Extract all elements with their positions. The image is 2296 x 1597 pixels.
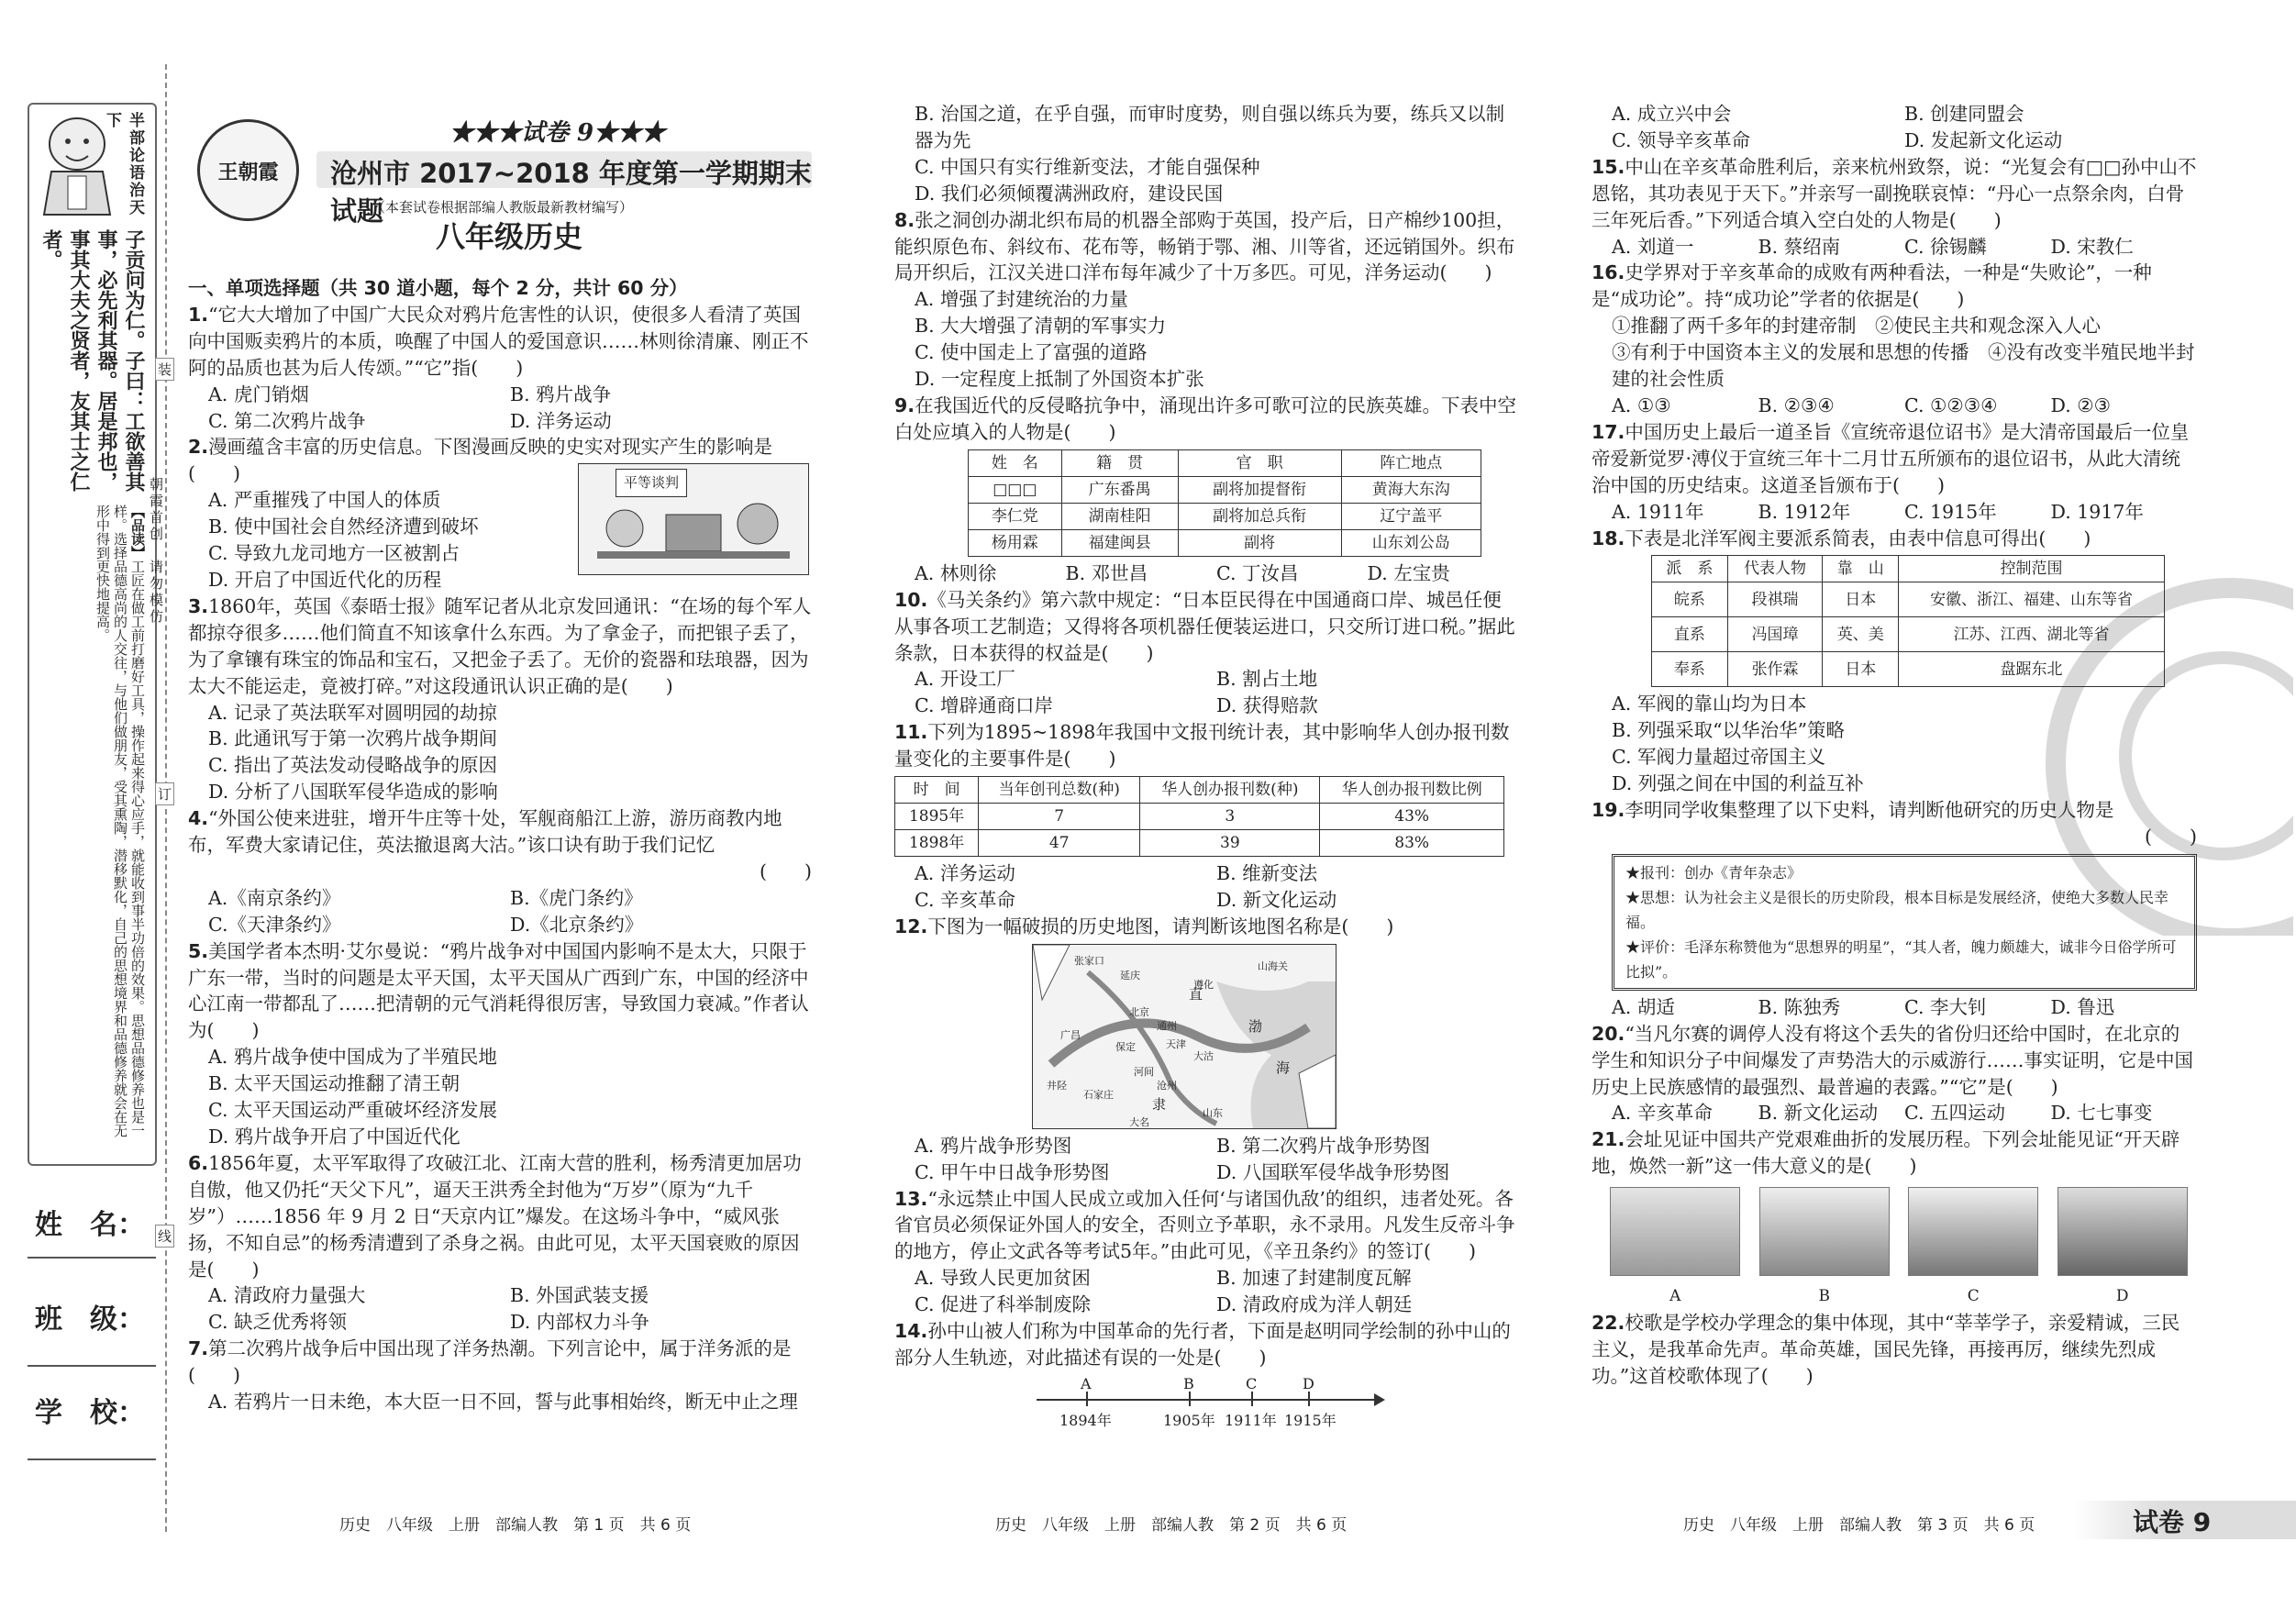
paper-number: ★★★试卷 9★★★ xyxy=(449,119,666,147)
q9-table xyxy=(968,449,1481,557)
question-10 xyxy=(894,587,1518,720)
q6-option-d[interactable]: D. 内部权力斗争 xyxy=(510,1311,649,1334)
map-label: 大名 xyxy=(1129,1115,1149,1128)
map-label: 北京 xyxy=(1129,1005,1149,1018)
q21-photo-b[interactable] xyxy=(1759,1187,1890,1310)
column-1 xyxy=(188,275,812,1415)
q17-option-b[interactable]: B. 1912年 xyxy=(1758,500,1851,523)
question-6 xyxy=(188,1150,812,1336)
q17-stem: 中国历史上最后一道圣旨《宣统帝退位诏书》是大清帝国最后一位皇帝爱新觉罗·溥仪于宣统三年十二月廿五所颁布的退位诏书，从此大清统治中国的历史结束。这道圣旨颁布于( ) xyxy=(1592,420,2190,496)
school-field[interactable] xyxy=(28,1458,156,1460)
q15-option-b[interactable]: B. 蔡绍南 xyxy=(1758,235,1841,258)
q13-stem: “永远禁止中国人民成立或加入任何‘与诸国仇敌’的组织，违者处死。各省官员必须保证外国人的安全，否则立予革职，永不录用。凡发生反帝斗争的地方，停止文武各等考试5年。”由此可见，《辛丑条约》的签订( ) xyxy=(894,1187,1515,1263)
table-cell: 山东刘公岛 xyxy=(1341,529,1481,556)
q20-option-c[interactable]: C. 五四运动 xyxy=(1904,1102,2005,1125)
q11-option-b[interactable]: B. 维新变法 xyxy=(1216,862,1318,885)
map-label: 大沽 xyxy=(1193,1049,1214,1062)
map-label: 张家口 xyxy=(1074,954,1104,967)
q19-option-d[interactable]: D. 鲁迅 xyxy=(2050,995,2115,1018)
table-header: 籍 贯 xyxy=(1061,449,1178,476)
anti-copy-note: 朝霞首创 请勿模仿 xyxy=(148,477,164,626)
q12-option-d[interactable]: D. 八国联军侵华战争形势图 xyxy=(1216,1160,1450,1183)
map-label: 直 xyxy=(1189,985,1203,1003)
exam-note: （本套试卷根据部编人教版最新教材编写） xyxy=(372,199,634,216)
table-cell: 杨用霖 xyxy=(969,529,1062,556)
table-header: 控制范围 xyxy=(1899,556,2165,582)
q16-number: 16. xyxy=(1592,261,1625,284)
q17-option-d[interactable]: D. 1917年 xyxy=(2050,500,2144,523)
question-22 xyxy=(1592,1310,2197,1390)
cartoon-caption: 平等谈判 xyxy=(616,469,687,497)
table-cell: 英、美 xyxy=(1823,617,1899,652)
reading-text: 工匠在做工前打磨好工具，操作起来得心应手，就能收到事半功倍的效果。思想品德修养也是一样。选择品德高尚的人交往，与他们做朋友，受其熏陶，潜移默化，自己的思想境界和品德修养就会在无形中得到更快地提高。 xyxy=(94,505,146,1137)
table-header: 靠 山 xyxy=(1823,556,1899,582)
source-item: ★思想：认为社会主义是很长的历史阶段，根本目标是发展经济，使绝大多数人民幸福。 xyxy=(1625,888,2169,931)
q20-option-d[interactable]: D. 七七事变 xyxy=(2050,1102,2153,1125)
q14-option-a[interactable]: A. 成立兴中会 xyxy=(1612,103,1732,125)
q16-option-b[interactable]: B. ②③④ xyxy=(1758,394,1835,416)
q12-option-b[interactable]: B. 第二次鸦片战争形势图 xyxy=(1216,1134,1431,1157)
q4-number: 4. xyxy=(188,807,209,830)
q13-number: 13. xyxy=(894,1187,928,1210)
table-header: 华人创办报刊数(种) xyxy=(1140,777,1320,804)
q14-option-b[interactable]: B. 创建同盟会 xyxy=(1904,103,2024,125)
q11-option-d[interactable]: D. 新文化运动 xyxy=(1216,888,1337,911)
q9-option-b[interactable]: B. 邓世昌 xyxy=(1065,561,1148,584)
q15-number: 15. xyxy=(1592,155,1625,178)
timeline-tick xyxy=(1251,1392,1253,1406)
table-header: 当年创刊总数(种) xyxy=(979,777,1140,804)
q20-option-a[interactable]: A. 辛亥革命 xyxy=(1612,1102,1713,1125)
section-heading: 一、单项选择题（共 30 道小题，每个 2 分，共计 60 分） xyxy=(188,277,688,299)
timeline-year: 1915年 xyxy=(1284,1411,1337,1429)
timeline-year: 1905年 xyxy=(1163,1411,1215,1429)
map-label: 天津 xyxy=(1166,1037,1186,1050)
sidebar xyxy=(0,0,170,1597)
table-cell: 湖南桂阳 xyxy=(1061,503,1178,529)
question-8 xyxy=(894,207,1518,393)
table-header: 代表人物 xyxy=(1727,556,1823,582)
table-header: 姓 名 xyxy=(969,449,1062,476)
q1-option-b[interactable]: B. 鸦片战争 xyxy=(510,383,612,405)
q6-option-a[interactable]: A. 清政府力量强大 xyxy=(208,1284,366,1307)
q4-paren: ( ) xyxy=(760,859,812,882)
q8-option-b[interactable]: B. 大大增强了清朝的军事实力 xyxy=(915,315,1167,338)
name-field[interactable] xyxy=(28,1257,156,1259)
column-2 xyxy=(894,101,1518,1436)
table-cell: 皖系 xyxy=(1652,582,1728,617)
q16-option-a[interactable]: A. ①③ xyxy=(1612,394,1671,416)
timeline-year: 1894年 xyxy=(1059,1411,1112,1429)
q3-option-d[interactable]: D. 分析了八国联军侵华造成的影响 xyxy=(208,781,498,804)
timeline-tick xyxy=(1308,1392,1310,1406)
q16-option-d[interactable]: D. ②③ xyxy=(2050,394,2111,416)
question-15 xyxy=(1592,154,2197,261)
q19-option-b[interactable]: B. 陈独秀 xyxy=(1758,995,1841,1018)
q10-option-b[interactable]: B. 割占土地 xyxy=(1216,668,1318,691)
question-7 xyxy=(188,1336,812,1415)
table-header: 官 职 xyxy=(1178,449,1341,476)
q7-option-a[interactable]: A. 若鸦片一日未绝，本大臣一日不回，誓与此事相始终，断无中止之理 xyxy=(208,1391,798,1414)
watermark-stamp xyxy=(2018,550,2293,936)
timeline-letter: B xyxy=(1183,1374,1194,1392)
logo xyxy=(197,119,299,221)
q11-option-c[interactable]: C. 辛亥革命 xyxy=(915,888,1015,911)
q16-statements-2: ③有利于中国资本主义的发展和思想的传播 ④没有改变半殖民地半封建的社会性质 xyxy=(1612,341,2195,391)
timeline-arrow xyxy=(1374,1393,1385,1406)
photo-label: C xyxy=(1967,1287,1980,1306)
table-cell: 江苏、江西、湖北等省 xyxy=(1899,617,2165,652)
q1-stem: “它大大增加了中国广大民众对鸦片危害性的认识，使很多人看清了英国向中国贩卖鸦片的本质，唤醒了中国人的爱国意识……林则徐清廉、刚正不阿的品质也甚为后人传颂。”“它”指( ) xyxy=(188,303,809,379)
q11-option-a[interactable]: A. 洋务运动 xyxy=(915,862,1015,885)
q2-option-c[interactable]: C. 导致九龙司地方一区被割占 xyxy=(208,542,460,565)
q7-option-c[interactable]: C. 中国只有实行维新变法，才能自强保种 xyxy=(915,155,1260,178)
q13-option-b[interactable]: B. 加速了封建制度瓦解 xyxy=(1216,1267,1412,1290)
photo-label: B xyxy=(1818,1287,1830,1306)
map-label: 隶 xyxy=(1152,1095,1167,1113)
q12-map xyxy=(1032,944,1337,1129)
q5-option-c[interactable]: C. 太平天国运动严重破坏经济发展 xyxy=(208,1099,497,1122)
q17-number: 17. xyxy=(1592,420,1625,443)
q1-option-d[interactable]: D. 洋务运动 xyxy=(510,409,612,432)
q19-stem: 李明同学收集整理了以下史料，请判断他研究的历史人物是 xyxy=(1625,799,2114,822)
q7-option-d[interactable]: D. 我们必须倾覆满洲政府，建设民国 xyxy=(915,182,1224,205)
q16-stem: 史学界对于辛亥革命的成败有两种看法，一种是“失败论”，一种是“成功论”。持“成功论”学者的依据是( ) xyxy=(1592,261,2152,311)
q12-number: 12. xyxy=(894,915,928,937)
q11-table xyxy=(894,776,1504,857)
q20-option-b[interactable]: B. 新文化运动 xyxy=(1758,1102,1879,1125)
q21-stem: 会址见证中国共产党艰难曲折的发展历程。下列会址能见证“开天辟地，焕然一新”这一伟大意义的是( ) xyxy=(1592,1128,2180,1178)
q10-option-d[interactable]: D. 获得赔款 xyxy=(1216,694,1318,717)
q12-option-a[interactable]: A. 鸦片战争形势图 xyxy=(915,1134,1072,1157)
q6-option-c[interactable]: C. 缺乏优秀将领 xyxy=(208,1311,347,1334)
timeline-letter: D xyxy=(1303,1374,1314,1392)
q4-option-c[interactable]: C.《天津条约》 xyxy=(208,913,341,936)
q8-number: 8. xyxy=(894,208,915,231)
q6-option-b[interactable]: B. 外国武装支援 xyxy=(510,1284,649,1307)
q19-number: 19. xyxy=(1592,799,1625,822)
question-5 xyxy=(188,938,812,1150)
q12-option-c[interactable]: C. 甲午中日战争形势图 xyxy=(915,1160,1110,1183)
q18-stem: 下表是北洋军阀主要派系简表，由表中信息可得出( ) xyxy=(1625,527,2091,549)
photo-label: D xyxy=(2115,1287,2129,1306)
school-label: 学 校： xyxy=(35,1397,145,1429)
q15-option-c[interactable]: C. 徐锡麟 xyxy=(1904,235,1987,258)
q18-option-c[interactable]: C. 军阀力量超过帝国主义 xyxy=(1612,746,1825,769)
q15-stem: 中山在辛亥革命胜利后，亲来杭州致祭，说：“光复会有□□孙中山不恩铭，其功表见于天下。”并亲写一副挽联哀悼：“丹心一点祭余肉，白骨三年死后香。”下列适合填入空白处的人物是( ) xyxy=(1592,155,2197,231)
q6-number: 6. xyxy=(188,1151,209,1174)
question-21 xyxy=(1592,1126,2197,1310)
q18-option-a[interactable]: A. 军阀的靠山均为日本 xyxy=(1612,693,1807,715)
corner-label: 试卷 9 xyxy=(2133,1507,2212,1537)
exam-title: 沧州市 2017~2018 年度第一学期期末试题 xyxy=(330,158,812,227)
question-17 xyxy=(1592,419,2197,526)
source-item: ★评价：毛泽东称赞他为“思想界的明星”，“其人者，魄力颇雄大，诚非今日俗学所可比拟”。 xyxy=(1625,937,2177,981)
street-photo xyxy=(2058,1187,2188,1276)
q1-option-a[interactable]: A. 虎门销烟 xyxy=(208,383,309,405)
table-row xyxy=(895,804,1504,830)
question-2 xyxy=(188,434,812,593)
timeline-letter: C xyxy=(1246,1374,1258,1392)
class-field[interactable] xyxy=(28,1365,156,1367)
table-cell: 安徽、浙江、福建、山东等省 xyxy=(1899,582,2165,617)
name-label: 姓 名： xyxy=(35,1209,145,1241)
q13-option-d[interactable]: D. 清政府成为洋人朝廷 xyxy=(1216,1293,1413,1316)
q8-option-c[interactable]: C. 使中国走上了富强的道路 xyxy=(915,341,1148,364)
table-cell: 39 xyxy=(1140,830,1320,857)
q21-photos xyxy=(1601,1187,2197,1310)
q14-timeline xyxy=(1037,1371,1385,1436)
map-label: 山海关 xyxy=(1258,959,1288,972)
footer-page-3: 历史 八年级 上册 部编人教 第 3 页 共 6 页 xyxy=(1683,1516,2035,1535)
sidebar-quote: 子贡问为仁。子曰：工欲善其事，必先利其器。居是邦也，事其大夫之贤者，友其士之仁者。 xyxy=(39,229,145,492)
question-12 xyxy=(894,914,1518,1186)
question-14 xyxy=(894,1318,1518,1436)
header xyxy=(188,110,821,261)
q2-number: 2. xyxy=(188,436,209,459)
question-4 xyxy=(188,805,812,938)
table-cell: 冯国璋 xyxy=(1727,617,1823,652)
q5-option-b[interactable]: B. 太平天国运动推翻了清王朝 xyxy=(208,1072,460,1095)
q8-stem: 张之洞创办湖北织布局的机器全部购于英国，投产后，日产棉纱100担，能织原色布、斜纹布、花布等，畅销于鄂、湘、川等省，还远销国外。织布局开织后，江汉关进口洋布每年减少了十万多匹。可见，洋务运动( ) xyxy=(894,208,1515,284)
q5-option-d[interactable]: D. 鸦片战争开启了中国近代化 xyxy=(208,1126,460,1148)
q3-option-b[interactable]: B. 此通讯写于第一次鸦片战争期间 xyxy=(208,727,498,750)
table-header: 派 系 xyxy=(1652,556,1728,582)
q4-option-b[interactable]: B.《虎门条约》 xyxy=(510,886,643,909)
question-9 xyxy=(894,393,1518,587)
hall-photo xyxy=(1908,1187,2038,1276)
q17-option-c[interactable]: C. 1915年 xyxy=(1904,500,1997,523)
q3-number: 3. xyxy=(188,594,209,617)
q8-option-d[interactable]: D. 一定程度上抵制了外国资本扩张 xyxy=(915,368,1204,391)
table-cell: 黄海大东沟 xyxy=(1341,476,1481,503)
table-cell: 47 xyxy=(979,830,1140,857)
q15-option-a[interactable]: A. 刘道一 xyxy=(1612,235,1694,258)
table-row xyxy=(895,830,1504,857)
q10-option-a[interactable]: A. 开设工厂 xyxy=(915,668,1015,691)
q22-stem: 校歌是学校办学理念的集中体现，其中“莘莘学子，亲爱精诚，三民主义，是我革命先声。革命英雄，国民先锋，再接再厉，继续先烈成功。”这首校歌体现了( ) xyxy=(1592,1312,2180,1387)
map-label: 延庆 xyxy=(1120,969,1140,981)
map-label: 石家庄 xyxy=(1083,1088,1114,1101)
map-label: 保定 xyxy=(1115,1040,1136,1053)
table-cell: 福建闽县 xyxy=(1061,529,1178,556)
q21-photo-d[interactable] xyxy=(2058,1187,2188,1310)
q9-stem: 在我国近代的反侵略抗争中，涌现出许多可歌可泣的民族英雄。下表中空白处应填入的人物是( ) xyxy=(894,394,1517,443)
class-label: 班 级： xyxy=(35,1303,145,1336)
q9-option-a[interactable]: A. 林则徐 xyxy=(915,561,997,584)
table-cell: 副将加提督衔 xyxy=(1178,476,1341,503)
q9-option-d[interactable]: D. 左宝贵 xyxy=(1367,561,1450,584)
q16-option-c[interactable]: C. ①②③④ xyxy=(1904,394,1998,416)
q2-cartoon xyxy=(578,463,809,575)
reading-label: 【品读】 xyxy=(129,505,146,560)
q14-stem: 孙中山被人们称为中国革命的先行者，下面是赵明同学绘制的孙中山的部分人生轨迹，对此描述有误的一处是( ) xyxy=(894,1320,1511,1369)
q2-option-d[interactable]: D. 开启了中国近代化的历程 xyxy=(208,568,442,591)
q22-number: 22. xyxy=(1592,1312,1625,1334)
q21-photo-c[interactable] xyxy=(1908,1187,2038,1310)
map-label: 渤 xyxy=(1248,1017,1263,1035)
question-3 xyxy=(188,593,812,805)
q11-stem: 下列为1895~1898年我国中文报刊统计表，其中影响华人创办报刊数量变化的主要事件是( ) xyxy=(894,721,1510,771)
q2-option-a[interactable]: A. 严重摧残了中国人的体质 xyxy=(208,489,441,512)
q7-stem: 第二次鸦片战争后中国出现了洋务热潮。下列言论中，属于洋务派的是( ) xyxy=(188,1337,792,1387)
q6-stem: 1856年夏，太平军取得了攻破江北、江南大营的胜利，杨秀清更加居功自傲，他又仍托“天父下凡”，逼天王洪秀全封他为“万岁”（原为“九千岁”）……1856 年 9 月 2 日“天京内讧”爆发。在这场斗争中，“威风张扬，不知自忌”的杨秀清遭到了杀身之祸。由此可见，太平天国衰败的原因是( ) xyxy=(188,1151,802,1281)
q8-option-a[interactable]: A. 增强了封建统治的力量 xyxy=(915,288,1128,311)
footer-page-1: 历史 八年级 上册 部编人教 第 1 页 共 6 页 xyxy=(339,1516,692,1535)
table-cell: 副将 xyxy=(1178,529,1341,556)
q3-option-a[interactable]: A. 记录了英法联军对圆明园的劫掠 xyxy=(208,701,497,724)
table-cell: 李仁党 xyxy=(969,503,1062,529)
map-label: 沧州 xyxy=(1157,1079,1177,1092)
q21-photo-a[interactable] xyxy=(1610,1187,1740,1310)
q5-number: 5. xyxy=(188,939,209,962)
q3-stem: 1860年，英国《泰晤士报》随军记者从北京发回通讯：“在场的每个军人都掠夺很多……他们简直不知该拿什么东西。为了拿金子，而把银子丢了，为了拿镶有珠宝的饰品和宝石，又把金子丢了。无价的瓷器和珐琅器，因为太大不能运走，竟被打碎。”对这段通讯认识正确的是( ) xyxy=(188,594,812,697)
map-label: 海 xyxy=(1276,1059,1291,1076)
table-cell: 日本 xyxy=(1823,582,1899,617)
binding-mark-3: 线 xyxy=(155,1225,174,1248)
table-cell: 广东番禺 xyxy=(1061,476,1178,503)
timeline-letter: A xyxy=(1081,1374,1092,1392)
q3-option-c[interactable]: C. 指出了英法发动侵略战争的原因 xyxy=(208,754,497,777)
q4-stem: “外国公使来进驻，增开牛庄等十处，军舰商船江上游，游历商教内地布，军费大家请记住，英法撤退离大沽。”该口诀有助于我们记忆 xyxy=(188,807,782,857)
logo-text: 王朝霞 xyxy=(217,161,279,184)
timeline-tick xyxy=(1189,1392,1191,1406)
q10-number: 10. xyxy=(894,588,928,611)
q18-option-b[interactable]: B. 列强采取“以华治华”策略 xyxy=(1612,719,1846,742)
subject-title: 八年级历史 xyxy=(436,219,583,254)
table-cell: 奉系 xyxy=(1652,652,1728,687)
footer-page-2: 历史 八年级 上册 部编人教 第 2 页 共 6 页 xyxy=(995,1516,1348,1535)
q10-option-c[interactable]: C. 增辟通商口岸 xyxy=(915,694,1053,717)
q18-number: 18. xyxy=(1592,527,1625,549)
map-label: 河间 xyxy=(1134,1065,1154,1078)
table-cell: 3 xyxy=(1140,804,1320,830)
q14-number: 14. xyxy=(894,1320,928,1343)
q16-statements-1: ①推翻了两千多年的封建帝制 ②使民主共和观念深入人心 xyxy=(1612,315,2101,338)
q19-paren: ( ) xyxy=(2145,825,2197,848)
q4-option-d[interactable]: D.《北京条约》 xyxy=(510,913,644,936)
table-cell: 日本 xyxy=(1823,652,1899,687)
table-cell: 段祺瑞 xyxy=(1727,582,1823,617)
map-label: 广昌 xyxy=(1060,1028,1081,1041)
table-cell: 辽宁盖平 xyxy=(1341,503,1481,529)
building-photo xyxy=(1759,1187,1890,1276)
q18-option-d[interactable]: D. 列强之间在中国的利益互补 xyxy=(1612,772,1864,795)
binding-mark-2: 订 xyxy=(155,782,174,805)
q14-option-d[interactable]: D. 发起新文化运动 xyxy=(1904,128,2063,151)
table-cell: 盘踞东北 xyxy=(1899,652,2165,687)
q11-number: 11. xyxy=(894,721,928,744)
table-row xyxy=(969,529,1481,556)
q9-option-c[interactable]: C. 丁汝昌 xyxy=(1216,561,1299,584)
question-13 xyxy=(894,1186,1518,1319)
q20-stem: “当凡尔赛的调停人没有将这个丢失的省份归还给中国时，在北京的学生和知识分子中间爆发了声势浩大的示威游行……事实证明，它是中国历史上民族感情的最强烈、最普遍的表露。”“它”是( ) xyxy=(1592,1022,2193,1098)
q20-number: 20. xyxy=(1592,1022,1625,1045)
table-cell: 7 xyxy=(979,804,1140,830)
q19-option-c[interactable]: C. 李大钊 xyxy=(1904,995,1987,1018)
question-20 xyxy=(1592,1021,2197,1127)
q7-number: 7. xyxy=(188,1337,209,1360)
table-header: 阵亡地点 xyxy=(1341,449,1481,476)
table-cell: 直系 xyxy=(1652,617,1728,652)
timeline-year: 1911年 xyxy=(1225,1411,1277,1429)
binding-mark-1: 装 xyxy=(155,358,174,381)
source-item: ★报刊：创办《青年杂志》 xyxy=(1625,863,1802,882)
q9-number: 9. xyxy=(894,394,915,416)
q2-option-b[interactable]: B. 使中国社会自然经济遭到破坏 xyxy=(208,516,479,538)
table-cell: 副将加总兵衔 xyxy=(1178,503,1341,529)
table-cell: 43% xyxy=(1320,804,1504,830)
table-row xyxy=(969,503,1481,529)
table-cell: 张作霖 xyxy=(1727,652,1823,687)
sidebar-brush-title: 半部论语治天下 xyxy=(103,112,144,216)
q1-option-c[interactable]: C. 第二次鸦片战争 xyxy=(208,409,366,432)
table-header: 华人创办报刊数比例 xyxy=(1320,777,1504,804)
question-16 xyxy=(1592,260,2197,418)
table-header: 时 间 xyxy=(895,777,979,804)
q2-stem: 漫画蕴含丰富的历史信息。下图漫画反映的史实对现实产生的影响是( ) xyxy=(188,436,773,485)
map-label: 山东 xyxy=(1203,1106,1223,1119)
q13-option-a[interactable]: A. 导致人民更加贫困 xyxy=(915,1267,1091,1290)
table-cell: 1898年 xyxy=(895,830,979,857)
table-header-row xyxy=(895,777,1504,804)
q13-option-c[interactable]: C. 促进了科举制废除 xyxy=(915,1293,1091,1316)
table-header-row xyxy=(969,449,1481,476)
sidebar-reading xyxy=(40,505,146,1147)
q21-number: 21. xyxy=(1592,1128,1625,1151)
map-label: 通州 xyxy=(1157,1019,1177,1032)
table-cell: 1895年 xyxy=(895,804,979,830)
q14-option-c[interactable]: C. 领导辛亥革命 xyxy=(1612,128,1750,151)
boat-photo xyxy=(1610,1187,1740,1276)
question-11 xyxy=(894,719,1518,914)
q10-stem: 《马关条约》第六款中规定：“日本臣民得在中国通商口岸、城邑任便从事各项工艺制造；又得将各项机器任便装运进口，只交所订进口税。”据此条款，日本获得的权益是( ) xyxy=(894,588,1515,664)
timeline-tick xyxy=(1086,1392,1088,1406)
q12-stem: 下图为一幅破损的历史地图，请判断该地图名称是( ) xyxy=(927,915,1394,937)
q7-option-b[interactable]: B. 治国之道，在乎自强，而审时度势，则自强以练兵为要，练兵又以制器为先 xyxy=(915,103,1505,151)
q17-option-a[interactable]: A. 1911年 xyxy=(1612,500,1704,523)
q5-stem: 美国学者本杰明·艾尔曼说：“鸦片战争对中国国内影响不是太大，只限于广东一带，当时的问题是太平天国，太平天国从广西到广东，中国的经济中心江南一带都乱了……把清朝的元气消耗得很厉害，导致国力衰减。”作者认为( ) xyxy=(188,939,809,1042)
q4-option-a[interactable]: A.《南京条约》 xyxy=(208,886,341,909)
table-row xyxy=(969,476,1481,503)
table-cell: 83% xyxy=(1320,830,1504,857)
table-cell: □□□ xyxy=(969,476,1062,503)
q5-option-a[interactable]: A. 鸦片战争使中国成为了半殖民地 xyxy=(208,1046,497,1069)
photo-label: A xyxy=(1669,1287,1681,1306)
q15-option-d[interactable]: D. 宋教仁 xyxy=(2050,235,2134,258)
map-label: 井陉 xyxy=(1047,1079,1067,1092)
question-1 xyxy=(188,302,812,435)
q19-option-a[interactable]: A. 胡适 xyxy=(1612,995,1675,1018)
map-label: 遵化 xyxy=(1193,978,1214,991)
q1-number: 1. xyxy=(188,303,209,326)
